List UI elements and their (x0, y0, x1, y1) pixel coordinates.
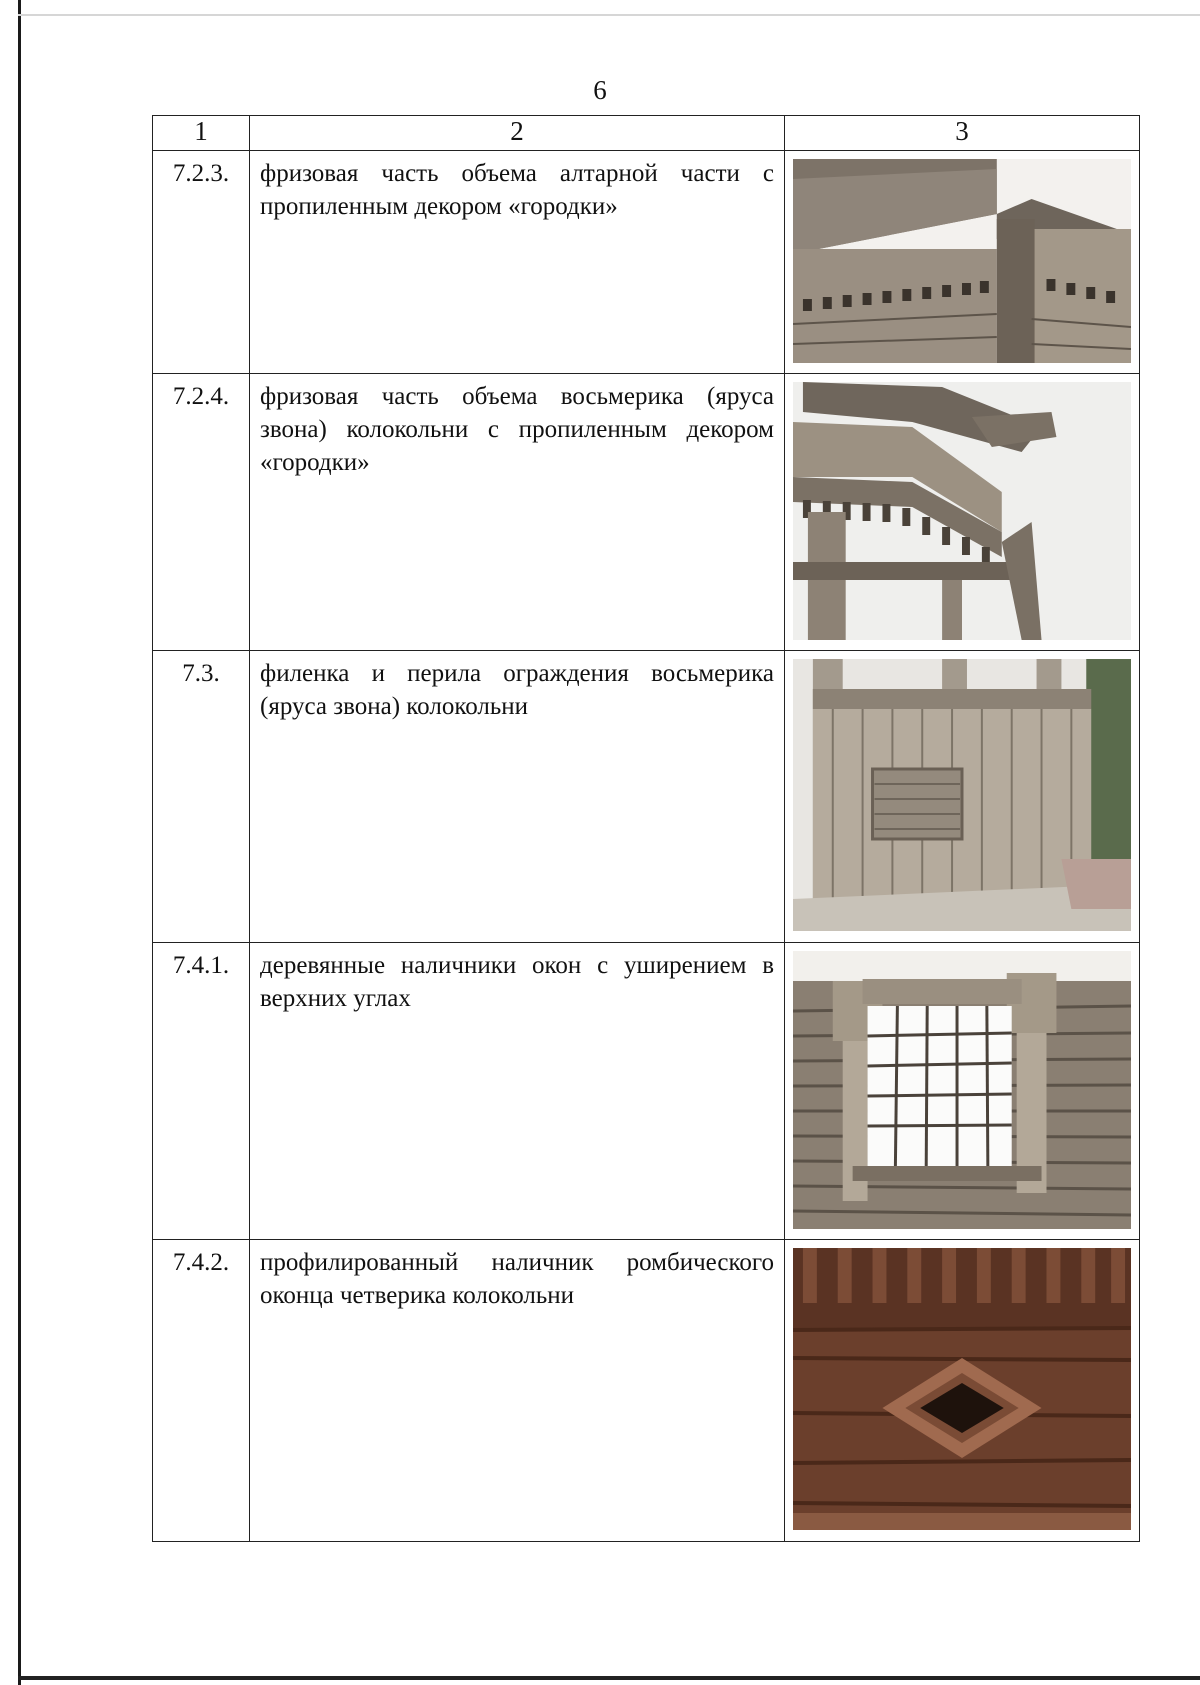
row-number: 7.3. (153, 651, 250, 943)
row-description: филенка и перила ограждения восьмерика (яруса звона) колокольни (250, 651, 785, 943)
table-row (153, 943, 1140, 1240)
row-description: профилированный наличник ромбического оконца четверика колокольни (250, 1240, 785, 1542)
table-row (153, 651, 1140, 943)
scan-edge-bottom (18, 1676, 1200, 1680)
table-row (153, 1240, 1140, 1542)
photo-window-frame (793, 951, 1131, 1229)
row-description: фризовая часть объема восьмерика (яруса звона) колокольни с пропиленным декором «городки» (250, 374, 785, 651)
page-number: 6 (593, 75, 607, 105)
table-row (153, 374, 1140, 651)
row-number: 7.2.3. (153, 151, 250, 374)
photo-panel-railing (793, 659, 1131, 931)
row-number: 7.4.2. (153, 1240, 250, 1542)
row-description: фризовая часть объема алтарной части с пропиленным декором «городки» (250, 151, 785, 374)
table-header-row (153, 116, 1140, 151)
row-photo-cell (785, 943, 1140, 1240)
row-photo-cell (785, 1240, 1140, 1542)
photo-frieze-octagon (793, 382, 1131, 640)
scan-edge-top (18, 14, 1200, 16)
row-number: 7.4.1. (153, 943, 250, 1240)
row-photo-cell (785, 374, 1140, 651)
photo-frieze-altar (793, 159, 1131, 363)
header-cell-3: 3 (785, 116, 1140, 151)
scan-edge-left (18, 0, 21, 1685)
header-cell-1: 1 (153, 116, 250, 151)
row-number: 7.2.4. (153, 374, 250, 651)
header-cell-2: 2 (250, 116, 785, 151)
row-description: деревянные наличники окон с уширением в верхних углах (250, 943, 785, 1240)
element-table (152, 115, 1140, 1542)
row-photo-cell (785, 651, 1140, 943)
row-photo-cell (785, 151, 1140, 374)
photo-rhombic-window (793, 1248, 1131, 1530)
table-row (153, 151, 1140, 374)
